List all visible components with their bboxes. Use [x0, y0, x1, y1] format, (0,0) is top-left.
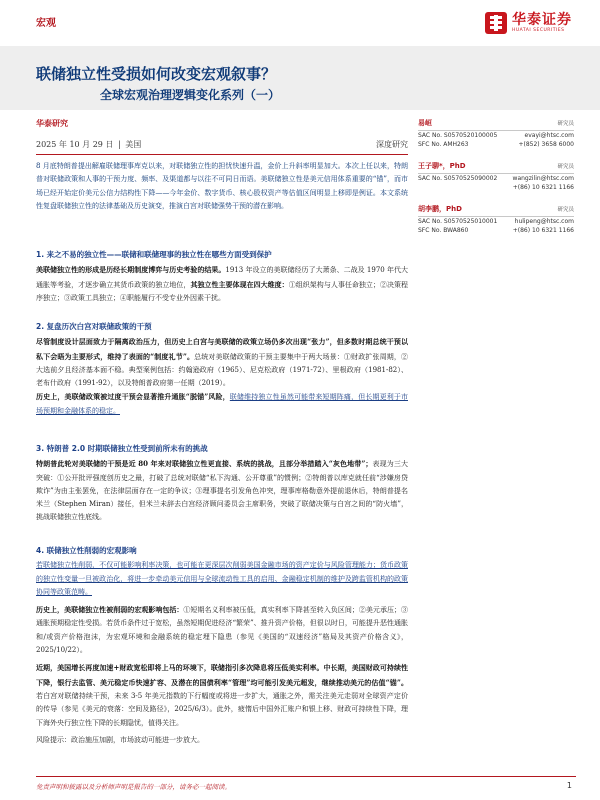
report-category: 宏观: [36, 18, 56, 29]
report-subtitle: 全球宏观治理逻辑变化系列（一）: [100, 88, 281, 102]
page-number: 1: [566, 781, 572, 790]
analyst-email-link[interactable]: wangzilin@htsc.com: [512, 175, 574, 182]
analyst-card: 胡李鹏，PhD 研究员 SAC No. S0570525010001 hulipeng@htsc.com SFC No. BWA860 +(86) 10 6321 1166: [418, 205, 574, 234]
section-4: 4. 联储独立性削弱的宏观影响 若联储独立性削弱，不仅可能影响利率决策，也可能在更深层次削弱美国金融市场的资产定价与风险管理能力；货币政策的独立性变量一旦被政治化，将进一步牵动美元信用与全球流动性工具的启用、金融稳定机制的维护及跨监管机构的政策协同等政策范畴。 历史上，美联储独立性被削弱的宏观影响包括：①短期名义利率被压低，真实利率下降甚至转入负区间；②美元承压；③通胀预期稳定性受损。若货币条件过于宽松，虽然短期促进经济“繁荣”、推升资产价格，但很以时日，可能提升恶性通胀和/或资产价格泡沫，为宏观环境和金融系统的稳定埋下隐患（参见《美国的“双速经济”格局及其资产价格含义》，2025/10/22）。 近期，美国增长再度加速+财政宽松即将上马的环境下，联储指引多次降息将压低美实利率。中长期，美国财政可持续性下降，银行去监管、美元稳定币快速扩容、及潜在的国债利率“管理”均可能引发美元超发，继续推动美元的估值“锚”。若白宫对联储持续干预，未来 3-5 年美元指数的下行幅度或将进一步扩大，通胀之外，需关注美元走弱对全球资产定价的传导（参见《美元的衰落：空间及路径》，2025/6/3）。此外，疲惰后中国外汇账户和银上移、财政可持续性下降，理下海外央行独立性下降的长期隐忧，值得关注。 风险提示：政治施压加剧，市场波动可能进一步放大。: [36, 544, 408, 747]
logo-mark-icon: [485, 12, 507, 34]
top-bar: [0, 0, 600, 46]
section-3-heading: 3. 特朗普 2.0 时期联储独立性受到前所未有的挑战: [36, 444, 208, 453]
section-3: 3. 特朗普 2.0 时期联储独立性受到前所未有的挑战 特朗普此轮对美联储的干预是近 80 年来对联储独立性更直接、系统的挑战，且部分举措踏入“灰色地带”；表现为三大突破：①公开批评强度创历史之最，打破了总统对联储“私下沟通、公开尊重”的惯例；②特朗普以库克就任前“涉嫌房贷欺诈”为由主张罢免，在法律层面存在一定的争议；③理事提名引发角色冲突，理事库格勒意外提前退休后，特朗普提名米兰（Stephen Miran）接任，但米兰未辞去白宫经济顾问委员会主席职务，突破了联储决策与白宫之间的“防火墙”，挑战联储独立性底线。: [36, 444, 408, 522]
research-org: 华泰研究: [36, 119, 68, 128]
analyst-email-link[interactable]: evayi@htsc.com: [524, 132, 574, 139]
logo-name-cn: 华泰证券: [512, 12, 572, 28]
report-type: 深度研究: [376, 140, 408, 149]
analyst-email-link[interactable]: hulipeng@htsc.com: [514, 218, 574, 225]
analyst-card: 易峘 研究员 SAC No. S0570520100005 evayi@htsc.com SFC No. AMH263 +(852) 3658 6000: [418, 119, 574, 148]
section-1-heading: 1. 来之不易的独立性——联储和联储理事的独立性在哪些方面受到保护: [36, 250, 272, 259]
summary-paragraph: 8 月底特朗普提出解雇联储理事库克以来，对联储独立性的担忧快速升温，金价上升斜率明显加大。本次上任以来，特朗普对联储政策和人事的干预力度、频率、及渠道都与以往不可同日而语。美联储独立性是美元信用体系重要的“锚”，而市场已经开始定价美元公信力结构性下降——今年金价、数字货币、核心股权资产等估值区间明显上移即是例证。本文系统性复盘联储独立性的法律基础及历史演变，推演白宫对联储强势干预的潜在影响。: [36, 162, 408, 211]
report-date: 2025 年 10 月 29 日: [36, 140, 114, 149]
footer-divider: [36, 776, 576, 777]
report-title: 联储独立性受损如何改变宏观叙事？: [36, 65, 277, 83]
report-region: 美国: [125, 140, 142, 149]
footer-disclaimer: 免责声明和披露以及分析师声明是报告的一部分，请务必一起阅读。: [36, 783, 231, 791]
analyst-card: 王子聊*，PhD 研究员 SAC No. S0570525090002 wangzilin@htsc.com +(86) 10 6321 1166: [418, 162, 574, 191]
company-logo: [485, 12, 572, 34]
section-4-intro: 若联储独立性削弱，不仅可能影响利率决策，也可能在更深层次削弱美国金融市场的资产定价与风险管理能力；货币政策的独立性变量一旦被政治化，将进一步牵动美元信用与全球流动性工具的启用、金融稳定机制的维护及跨监管机构的政策协同等政策范畴。: [36, 561, 408, 596]
risk-note: 风险提示：政治施压加剧，市场波动可能进一步放大。: [36, 735, 204, 744]
section-4-heading: 4. 联储独立性削弱的宏观影响: [36, 546, 137, 555]
section-2: 2. 复盘历次白宫对联储政策的干预 尽管制度设计层面致力于隔离政治压力，但历史上白宫与美联储的政策立场仍多次出现“张力”，但多数时期总统干预以私下会晤为主要形式，维持了表面的“制度礼节”。总统对美联储政策的干预主要集中于两大场景：①财政扩张周期，②大选前夕且经济基本面不稳。典型案例包括：约翰逊政府（1965）、尼克松政府（1971-72）、里根政府（1981-82）、老布什政府（1991-92），以及特朗普政府第一任期（2019）。 历史上，美联储政策被过度干预会显著推升通胀“脱锚”风险，联储维持独立性虽然可能带来短期阵痛，但长期更利于市场预期和金融体系的稳定。: [36, 322, 408, 415]
section-2-heading: 2. 复盘历次白宫对联储政策的干预: [36, 322, 152, 331]
meta-separator: |: [117, 140, 121, 149]
section-1: 1. 来之不易的独立性——联储和联储理事的独立性在哪些方面受到保护 美联储独立性的形成是历经长期制度博弈与历史考验的结果。1913 年设立的美联储经历了大萧条、二战及 1970 年代大通胀等考验，才逐步确立其货币政策的独立地位，其独立性主要体现在四大维度：①组织架构与人事任命独立；②决策程序独立；③政策工具独立；④职能履行不受专业外因素干扰。: [36, 250, 409, 302]
logo-name-en: HUATAI SECURITIES: [512, 28, 565, 33]
meta-row: [36, 139, 408, 155]
analyst-panel: [418, 118, 574, 247]
report-meta: [36, 118, 408, 155]
